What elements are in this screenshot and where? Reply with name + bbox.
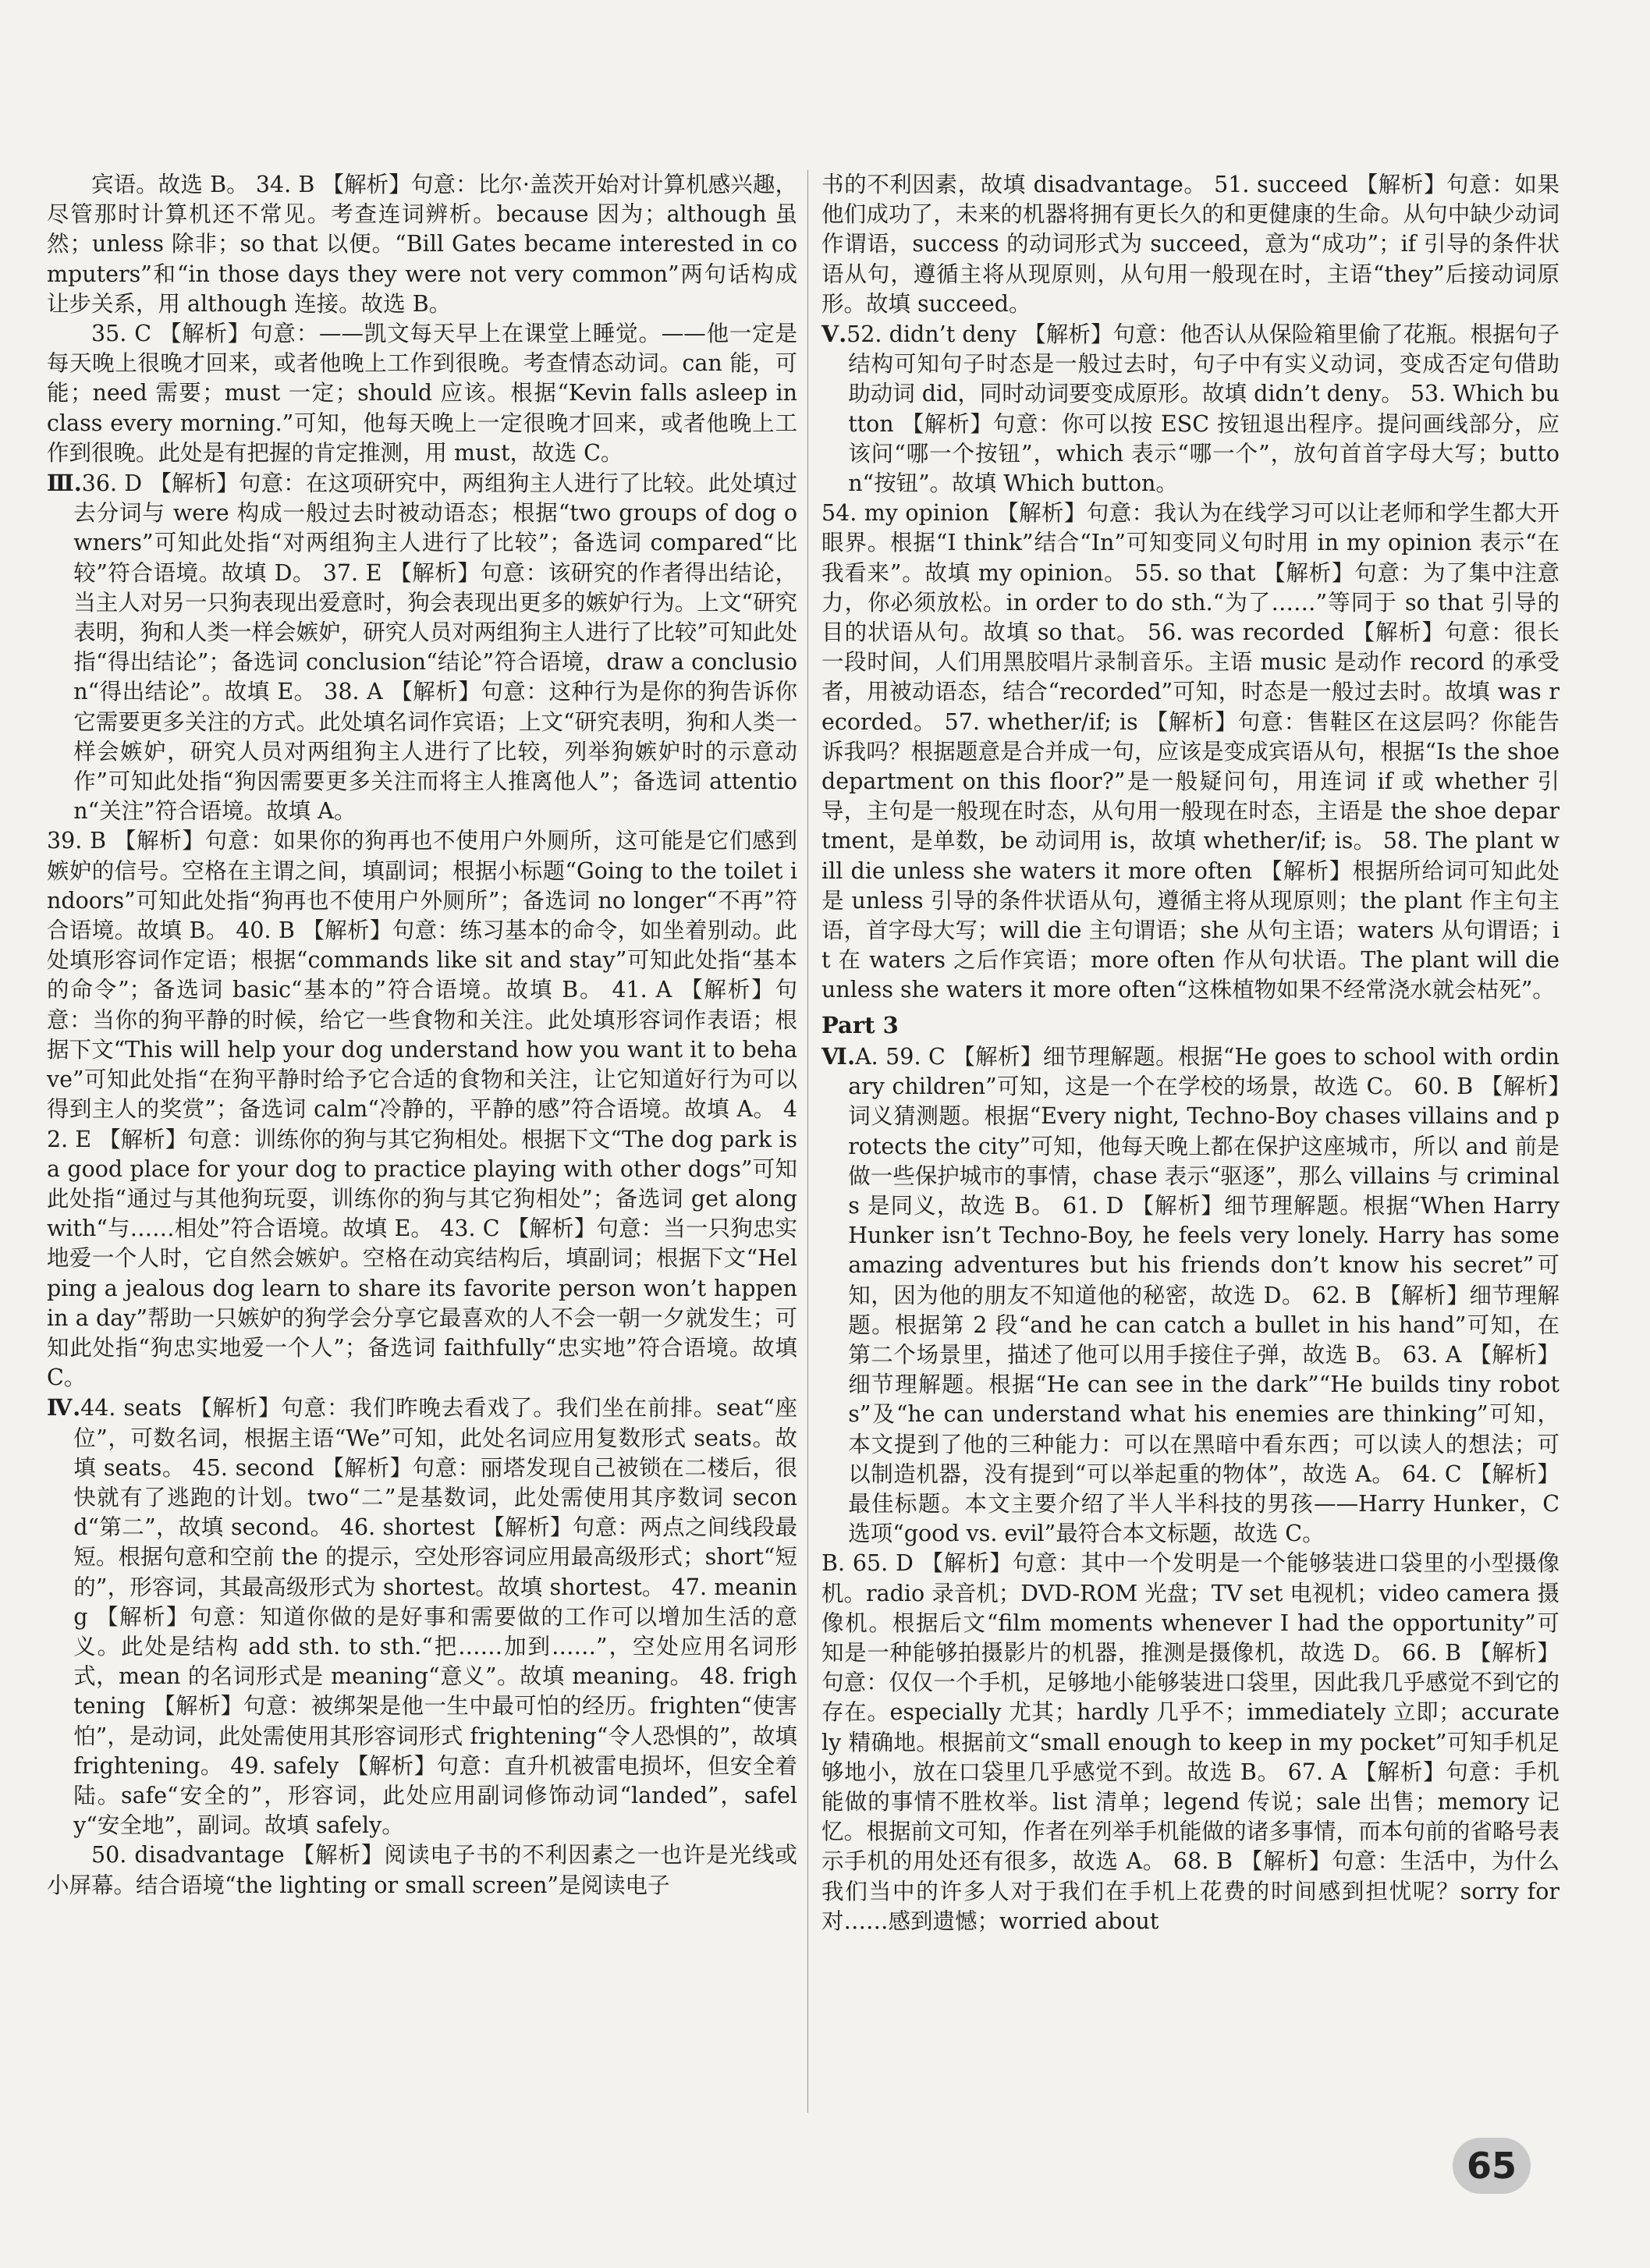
paragraph-34: 宾语。故选 B。 34. B 【解析】句意：比尔·盖茨开始对计算机感兴趣，尽管那时计算机还不常见。考查连词辨析。because 因为；although 虽然；unless 除非；so that 以便。“Bill Gates became interested in computers”和“in those days they were not very common”两句话构成让步关系，用 although 连接。故选 B。 [47, 172, 797, 317]
section-4-number: Ⅳ. [47, 1394, 81, 1421]
section-6-text: A. 59. C 【解析】细节理解题。根据“He goes to school with ordinary children”可知，这是一个在学校的场景，故选 C。 60. B 【解析】词义猜测题。根据“Every night, Techno-Boy chases villains and protects the city”可知，他每天晚上都在保护这座城市，所以 and 前是做一些保护城市的事情，chase 表示“驱逐”，那么 villains 与 criminals 是同义，故选 B。 61. D 【解析】细节理解题。根据“When Harry Hunker isn’t Techno-Boy, he feels very lonely. Harry has some amazing adventures but his friends don’t know his secret”可知，因为他的朋友不知道他的秘密，故选 D。 62. B 【解析】细节理解题。根据第 2 段“and he can catch a bullet in his hand”可知，在第二个场景里，描述了他可以用手接住子弹，故选 B。 63. A 【解析】细节理解题。根据“He can see in the dark”“He builds tiny robots”及“he can understand what his enemies are thinking”可知，本文提到了他的三种能力：可以在黑暗中看东西；可以读人的想法；可以制造机器，没有提到“可以举起重的物体”，故选 A。 64. C 【解析】最佳标题。本文主要介绍了半人半科技的男孩——Harry Hunker，C 选项“good vs. evil”最符合本文标题，故选 C。 [848, 1043, 1560, 1547]
section-3 [47, 468, 797, 826]
section-6-number: Ⅵ. [821, 1042, 856, 1070]
section-3-number: Ⅲ. [47, 470, 82, 497]
section-3-text: 36. D 【解析】句意：在这项研究中，两组狗主人进行了比较。此处填过去分词与 were 构成一般过去时被动语态；根据“two groups of dog owners”可知此处指“对两组狗主人进行了比较”；备选词 compared“比较”符合语境。故填 D。 37. E 【解析】句意：该研究的作者得出结论，当主人对另一只狗表现出爱意时，狗会表现出更多的嫉妒行为。上文“研究表明，狗和人类一样会嫉妒，研究人员对两组狗主人进行了比较”可知此处指“得出结论”；备选词 conclusion“结论”符合语境，draw a conclusion“得出结论”。故填 E。 38. A 【解析】句意：这种行为是你的狗告诉你它需要更多关注的方式。此处填名词作宾语；上文“研究表明，狗和人类一样会嫉妒，研究人员对两组狗主人进行了比较，列举狗嫉妒时的示意动作”可知此处指“狗因需要更多关注而将主人推离他人”；备选词 attention“关注”符合语境。故填 A。 [73, 470, 797, 825]
paragraph-65: B. 65. D 【解析】句意：其中一个发明是一个能够装进口袋里的小型摄像机。radio 录音机；DVD-ROM 光盘；TV set 电视机；video camera 摄像机。根据后文“film moments whenever I had the opportunity”可知是一种能够拍摄影片的机器，推测是摄像机，故选 D。 66. B 【解析】句意：仅仅一个手机，足够地小能够装进口袋里，因此我几乎感觉不到它的存在。especially 尤其；hardly 几乎不；immediately 立即；accurately 精确地。根据前文“small enough to keep in my pocket”可知手机足够地小，放在口袋里几乎感觉不到。故选 B。 67. A 【解析】句意：手机能做的事情不胜枚举。list 清单；legend 传说；sale 出售；memory 记忆。根据前文可知，作者在列举手机能做的诸多事情，而本句前的省略号表示手机的用处还有很多，故选 A。 68. B 【解析】句意：生活中，为什么我们当中的许多人对于我们在手机上花费的时间感到担忧呢？sorry for 对……感到遗憾；worried about [821, 1550, 1560, 1934]
paragraph-51: 书的不利因素，故填 disadvantage。 51. succeed 【解析】句意：如果他们成功了，未来的机器将拥有更长久的和更健康的生命。从句中缺少动词作谓语，success 的动词形式为 succeed，意为“成功”；if 引导的条件状语从句，遵循主将从现原则，从句用一般现在时，主语“they”后接动词原形。故填 succeed。 [821, 172, 1560, 317]
section-5 [821, 319, 1560, 499]
section-4-text: 44. seats 【解析】句意：我们昨晚去看戏了。我们坐在前排。seat“座位”，可数名词，根据主语“We”可知，此处名词应用复数形式 seats。故填 seats。 45. second 【解析】句意：丽塔发现自己被锁在二楼后，很快就有了逃跑的计划。two“二”是基数词，此处需使用其序数词 second“第二”，故填 second。 46. shortest 【解析】句意：两点之间线段最短。根据句意和空前 the 的提示，空处形容词应用最高级形式；short“短的”，形容词，其最高级形式为 shortest。故填 shortest。 47. meaning 【解析】句意：知道你做的是好事和需要做的工作可以增加生活的意义。此处是结构 add sth. to sth.“把……加到……”，空处应用名词形式，mean 的名词形式是 meaning“意义”。故填 meaning。 48. frightening 【解析】句意：被绑架是他一生中最可怕的经历。frighten“使害怕”，是动词，此处需使用其形容词形式 frightening“令人恐惧的”，故填 frightening。 49. safely 【解析】句意：直升机被雷电损坏，但安全着陆。safe“安全的”，形容词，此处应用副词修饰动词“landed”，safely“安全地”，副词。故填 safely。 [73, 1395, 797, 1839]
part-heading: Part 3 [821, 1011, 899, 1038]
paragraph-35: 35. C 【解析】句意：——凯文每天早上在课堂上睡觉。——他一定是每天晚上很晚才回来，或者他晚上工作到很晚。考查情态动词。can 能，可能；need 需要；must 一定；should 应该。根据“Kevin falls asleep in class every morning.”可知，他每天晚上一定很晚才回来，或者他晚上工作到很晚。此处是有把握的肯定推测，用 must，故选 C。 [47, 321, 797, 466]
left-column [47, 170, 797, 1901]
section-5-text: 52. didn’t deny 【解析】句意：他否认从保险箱里偷了花瓶。根据句子结构可知句子时态是一般过去时，句子中有实义动词，变成否定句借助助动词 did，同时动词要变成原形。故填 didn’t deny。 53. Which button 【解析】句意：你可以按 ESC 按钮退出程序。提问画线部分，应该问“哪一个按钮”，which 表示“哪一个”，放句首首字母大写；button“按钮”。故填 Which button。 [846, 321, 1560, 497]
page-number: 65 [1453, 2138, 1531, 2194]
section-5-number: Ⅴ. [821, 321, 847, 348]
right-column [821, 170, 1560, 1936]
paragraph-50: 50. disadvantage 【解析】阅读电子书的不利因素之一也许是光线或小屏幕。结合语境“the lighting or small screen”是阅读电子 [47, 1842, 797, 1898]
section-6 [821, 1042, 1560, 1549]
section-4 [47, 1393, 797, 1840]
paragraph-39: 39. B 【解析】句意：如果你的狗再也不使用户外厕所，这可能是它们感到嫉妒的信号。空格在主谓之间，填副词；根据小标题“Going to the toilet indoors”可知此处指“狗再也不使用户外厕所”；备选词 no longer“不再”符合语境。故填 B。 40. B 【解析】句意：练习基本的命令，如坐着别动。此处填形容词作定语；根据“commands like sit and stay”可知此处指“基本的命令”；备选词 basic“基本的”符合语境。故填 B。 41. A 【解析】句意：当你的狗平静的时候，给它一些食物和关注。此处填形容词作表语；根据下文“This will help your dog understand how you want it to behave”可知此处指“在狗平静时给予它合适的食物和关注，让它知道好行为可以得到主人的奖赏”；备选词 calm“冷静的，平静的感”符合语境。故填 A。 42. E 【解析】句意：训练你的狗与其它狗相处。根据下文“The dog park is a good place for your dog to practice playing with other dogs”可知此处指“通过与其他狗玩耍，训练你的狗与其它狗相处”；备选词 get along with“与……相处”符合语境。故填 E。 43. C 【解析】句意：当一只狗忠实地爱一个人时，它自然会嫉妒。空格在动宾结构后，填副词；根据下文“Helping a jealous dog learn to share its favorite person won’t happen in a day”帮助一只嫉妒的狗学会分享它最喜欢的人不会一朝一夕就发生；可知此处指“狗忠实地爱一个人”；备选词 faithfully“忠实地”符合语境。故填 C。 [47, 828, 797, 1391]
column-divider [807, 170, 808, 2113]
paragraph-54: 54. my opinion 【解析】句意：我认为在线学习可以让老师和学生都大开眼界。根据“I think”结合“In”可知变同义句时用 in my opinion 表示“在我看来”。故填 my opinion。 55. so that 【解析】句意：为了集中注意力，你必须放松。in order to do sth.“为了……”等同于 so that 引导的目的状语从句。故填 so that。 56. was recorded 【解析】句意：很长一段时间，人们用黑胶唱片录制音乐。主语 music 是动作 record 的承受者，用被动语态，结合“recorded”可知，时态是一般过去时。故填 was recorded。 57. whether/if; is 【解析】句意：售鞋区在这层吗？你能告诉我吗？根据题意是合并成一句，应该是变成宾语从句，根据“Is the shoe department on this floor?”是一般疑问句，用连词 if 或 whether 引导，主句是一般现在时态，从句用一般现在时态，主语是 the shoe department，是单数，be 动词用 is，故填 whether/if; is。 58. The plant will die unless she waters it more often 【解析】根据所给词可知此处是 unless 引导的条件状语从句，遵循主将从现原则；the plant 作主句主语，首字母大写；will die 主句谓语；she 从句主语；waters 从句谓语；it 在 waters 之后作宾语；more often 作从句状语。The plant will die unless she waters it more often“这株植物如果不经常浇水就会枯死”。 [821, 500, 1560, 1003]
